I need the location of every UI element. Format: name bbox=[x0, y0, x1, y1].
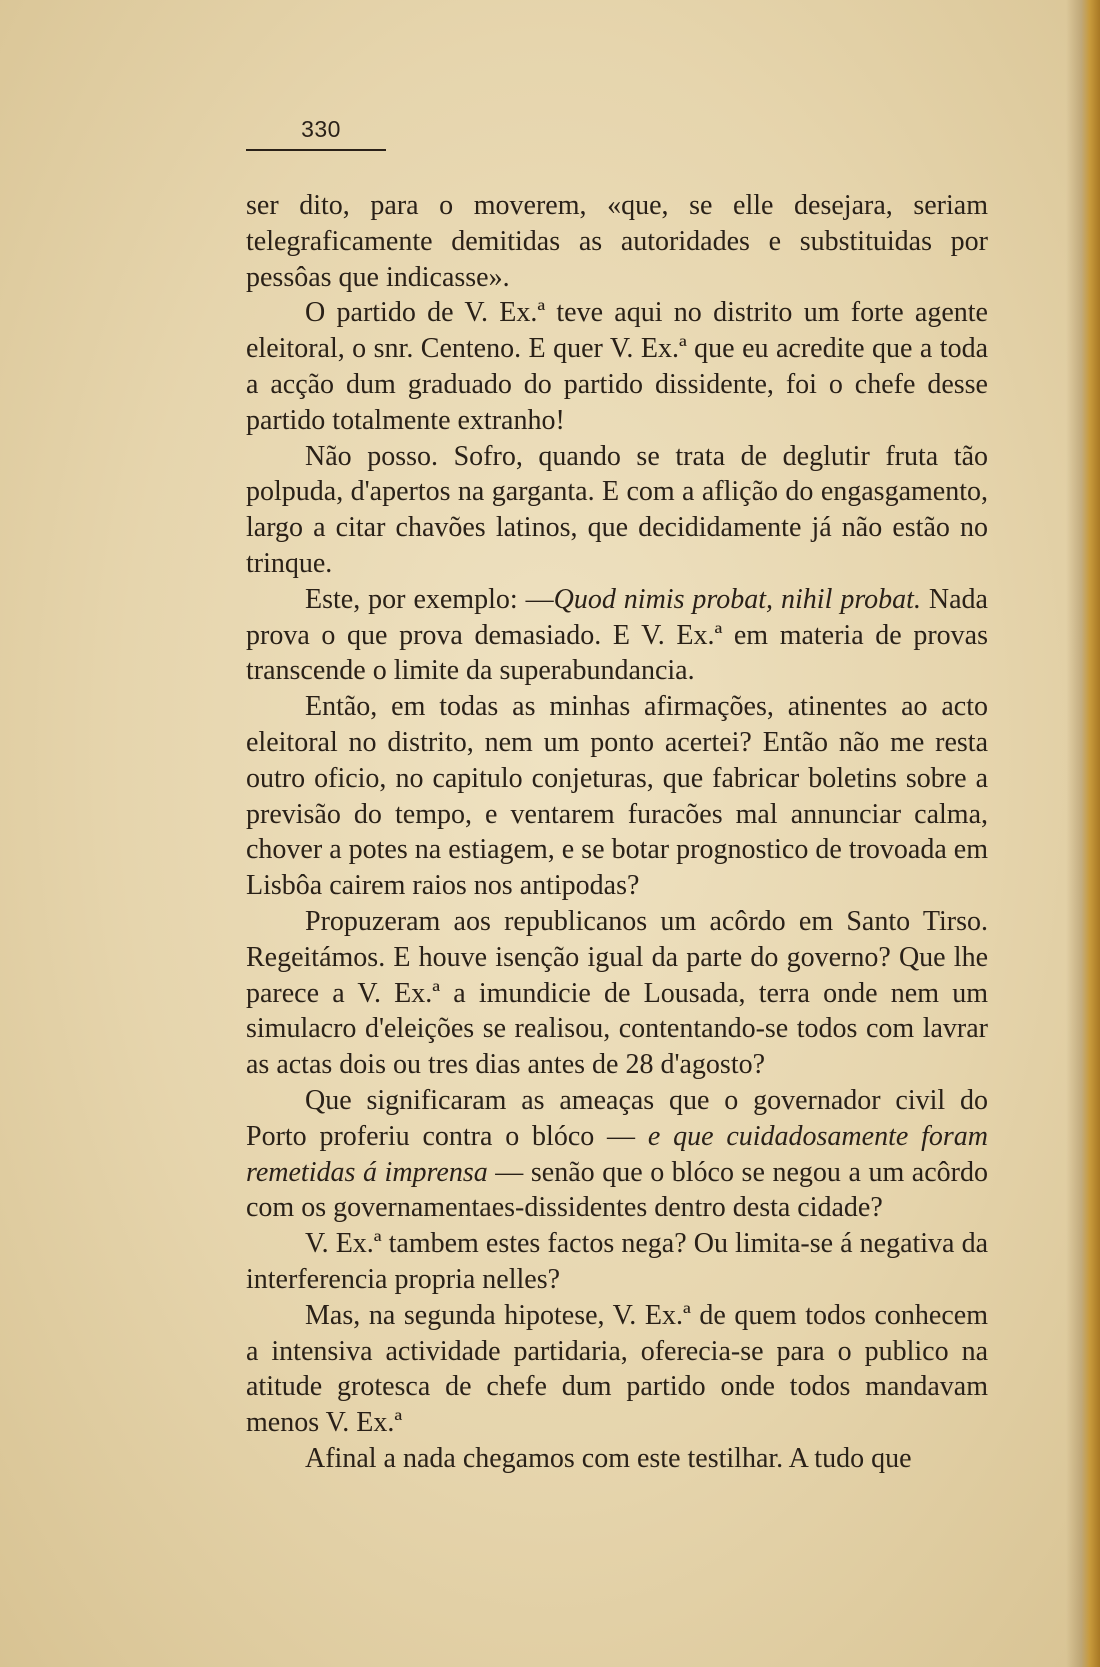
paragraph bbox=[246, 582, 988, 689]
paragraph: Então, em todas as minhas afirmações, atinentes ao acto eleitoral no distrito, nem um ponto acertei? Então não me resta outro oficio, no capitulo conjeturas, que fabricar boletins sobre a previsão do tempo, e ventarem furacões mal annunciar calma, chover a potes na estiagem, e se botar prognostico de trovoada em Lisbôa cairem raios nos antipodas? bbox=[246, 691, 988, 902]
paragraph-text: Este, por exemplo: — bbox=[305, 583, 554, 615]
paragraph: Mas, na segunda hipotese, V. Ex.ª de quem todos conhecem a intensiva actividade partidaria, oferecia-se para o publico na atitude grotesca de chefe dum partido onde todos mandavam menos V. Ex.ª bbox=[246, 1299, 988, 1439]
paragraph: V. Ex.ª tambem estes factos nega? Ou limita-se á negativa da interferencia propria nelles? bbox=[246, 1228, 988, 1295]
paragraph bbox=[246, 1083, 988, 1226]
paragraph: O partido de V. Ex.ª teve aqui no distrito um forte agente eleitoral, o snr. Centeno. E quer V. Ex.ª que eu acredite que a toda a acção dum graduado do partido dissidente, foi o chefe desse partido totalmente extranho! bbox=[246, 297, 988, 436]
latin-quote: Quod nimis probat, nihil probat. bbox=[553, 583, 921, 615]
paragraph: Afinal a nada chegamos com este testilhar. A tudo que bbox=[305, 1442, 912, 1474]
paragraph-text: — senão que o blóco se negou a um acôrdo com os governamentaes-dissidentes dentro desta cidade? bbox=[246, 1156, 988, 1224]
page-number: 330 bbox=[301, 116, 341, 142]
page-header bbox=[246, 116, 386, 151]
paragraph: ser dito, para o moverem, «que, se elle desejara, seriam telegraficamente demitidas as autoridades e substituidas por pessôas que indicasse». bbox=[246, 190, 988, 293]
italic-phrase: e que cuidadosamente foram remetidas á imprensa bbox=[246, 1120, 988, 1188]
paragraph-text: Que significaram as ameaças que o governador civil do Porto proferiu contra o blóco — bbox=[246, 1084, 988, 1152]
paragraph: Não posso. Sofro, quando se trata de deglutir fruta tão polpuda, d'apertos na garganta. E com a aflição do engasgamento, largo a citar chavões latinos, que decididamente já não estão no trinque. bbox=[246, 440, 988, 579]
header-rule bbox=[246, 149, 386, 151]
body-text bbox=[246, 188, 988, 1477]
paragraph-text: Nada prova o que prova demasiado. E V. Ex.ª em materia de provas transcende o limite da superabundancia. bbox=[246, 583, 988, 687]
paragraph: Propuzeram aos republicanos um acôrdo em Santo Tirso. Regeitámos. E houve isenção igual da parte do governo? Que lhe parece a V. Ex.ª a imundicie de Lousada, terra onde nem um simulacro d'eleições se realisou, contentando-se todos com lavrar as actas dois ou tres dias antes de 28 d'agosto? bbox=[246, 905, 988, 1081]
